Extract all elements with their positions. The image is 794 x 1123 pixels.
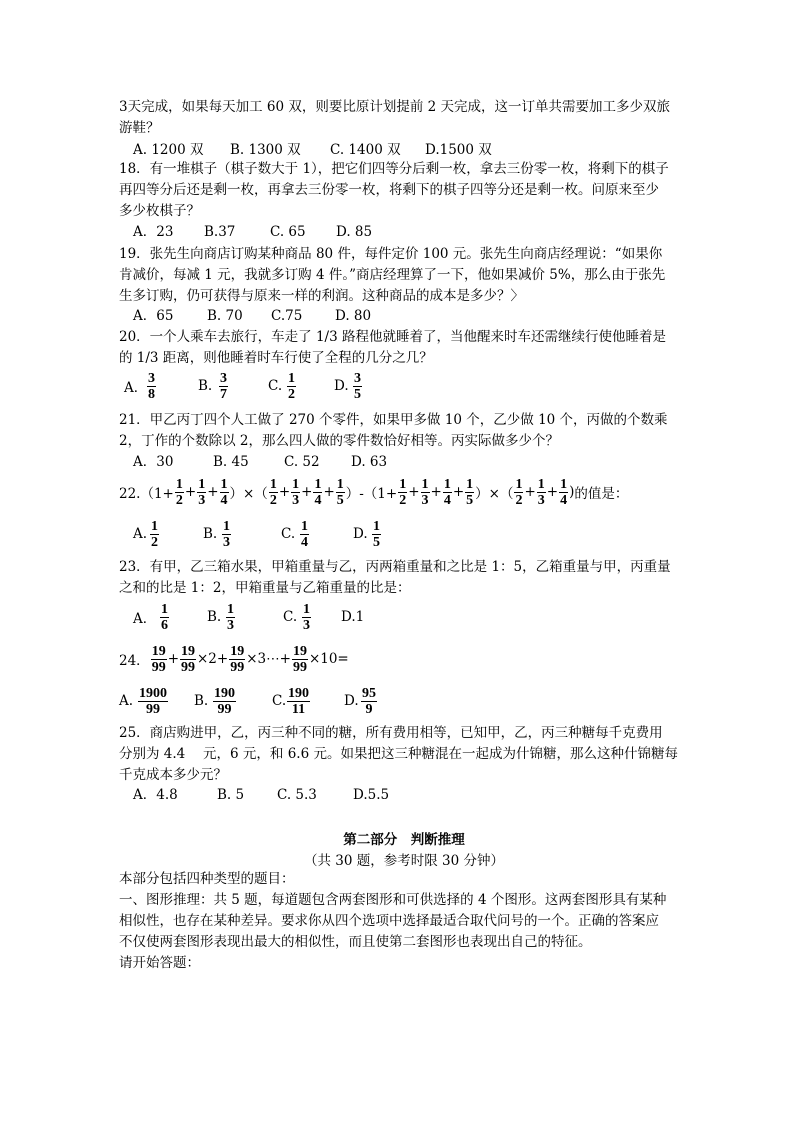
- denominator: 3: [292, 492, 300, 508]
- denominator: 3: [303, 617, 310, 633]
- q18-options: [133, 223, 372, 241]
- q18-option-c: C. 65: [270, 224, 306, 240]
- q22-label-b: B.: [203, 526, 218, 542]
- q25-option-d: D.5.5: [353, 787, 390, 803]
- plus-sign: +: [408, 484, 420, 500]
- numerator: 1: [161, 601, 168, 617]
- q17-option-a: A. 1200 双: [133, 142, 204, 158]
- q22-g3-frac-4: [465, 477, 474, 508]
- numerator: 1: [421, 476, 429, 492]
- numerator: 95: [362, 685, 376, 701]
- numerator: 1: [269, 476, 277, 492]
- denominator: 4: [560, 492, 568, 508]
- numerator: 1: [198, 476, 206, 492]
- q20-label-a: A．: [124, 380, 148, 396]
- q21-line1: 21．甲乙丙丁四个人工做了 270 个零件，如果甲多做 10 个，乙少做 10 个，丙做的个数乘: [119, 412, 668, 428]
- q23-option-c-fraction: [302, 602, 311, 633]
- q24-label-a: A.: [119, 693, 134, 709]
- numerator: 1: [314, 476, 322, 492]
- q24-times-3: ×3⋯+: [246, 651, 291, 667]
- q25-line1: 25．商店购进甲，乙，丙三种不同的糖，所有费用相等，已知甲，乙，丙三种糖每千克费用: [119, 725, 663, 741]
- q21-option-c: C. 52: [284, 454, 320, 470]
- q20-options: [124, 366, 363, 406]
- q20-label-c: C.: [268, 378, 283, 394]
- denominator: 2: [175, 492, 183, 508]
- q24-expression: [119, 639, 349, 679]
- q20-option-b-fraction: [219, 371, 228, 402]
- numerator: 3: [220, 370, 227, 386]
- numerator: 1: [303, 601, 310, 617]
- section-paragraph-line3: 不仅使两套图形表现出最大的相似性，而且使第二套图形也表现出自己的特征。: [119, 934, 592, 950]
- q22-close-times-open: ）×（: [229, 486, 268, 502]
- numerator: 1: [560, 476, 568, 492]
- plus-sign: +: [323, 484, 335, 500]
- plus-sign: +: [524, 484, 536, 500]
- numerator: 1: [537, 476, 545, 492]
- q22-g3-frac-1: [398, 477, 407, 508]
- q24-frac-1: [151, 644, 167, 675]
- numerator: 1: [288, 370, 295, 386]
- q25-line3: 千克成本多少元？: [119, 767, 227, 783]
- denominator: 4: [301, 534, 308, 550]
- q21-options: [133, 453, 387, 471]
- denominator: 4: [443, 492, 451, 508]
- denominator: 3: [227, 617, 234, 633]
- q22-label-c: C.: [281, 526, 296, 542]
- q20-option-d-fraction: [353, 371, 362, 402]
- q22-expression: [119, 472, 628, 512]
- q24-frac-2: [180, 644, 196, 675]
- q22-option-a-fraction: [150, 519, 159, 550]
- q23-label-a: A．: [133, 611, 157, 627]
- q25-options: [133, 786, 389, 804]
- denominator: 99: [217, 701, 232, 717]
- denominator: 2: [399, 492, 407, 508]
- numerator: 3: [354, 370, 361, 386]
- q22-options: [133, 514, 382, 554]
- denominator: 99: [292, 659, 307, 675]
- numerator: 1: [223, 518, 230, 534]
- q22-g2-frac-4: [336, 477, 345, 508]
- q25-option-a: A．4.8: [133, 787, 178, 803]
- q25-option-c: C. 5.3: [277, 787, 317, 803]
- q23-options: [133, 597, 364, 637]
- q17-option-d: D.1500 双: [425, 142, 492, 158]
- q17-option-b: B. 1300 双: [230, 142, 301, 158]
- q22-close-paren: ): [569, 484, 575, 500]
- q23-option-a-fraction: [160, 602, 169, 633]
- q24-label: 24．: [119, 653, 150, 669]
- q20-line1: 20．一个人乘车去旅行，车走了 1/3 路程他就睡着了，当他醒来时车还需继续行使他睡着是: [119, 329, 666, 345]
- q22-g4-frac-1: [514, 477, 523, 508]
- q25-option-b: B. 5: [217, 787, 245, 803]
- q24-option-c-fraction: [287, 686, 310, 717]
- q21-option-a: A．30: [133, 454, 174, 470]
- numerator: 1900: [139, 685, 167, 701]
- q22-g2-frac-1: [269, 477, 278, 508]
- q20-option-a-fraction: [147, 371, 156, 402]
- numerator: 190: [214, 685, 235, 701]
- denominator: 99: [230, 659, 245, 675]
- numerator: 1: [151, 518, 158, 534]
- q22-label-a: A.: [133, 526, 148, 542]
- q18-line3: 多少枚棋子？: [119, 203, 200, 219]
- denominator: 3: [537, 492, 545, 508]
- q17-line2: 游鞋？: [119, 120, 160, 136]
- q19-line1: 19．张先生向商店订购某种商品 80 件，每件定价 100 元。张先生向商店经理说：“如果你: [119, 246, 663, 262]
- numerator: 1: [292, 476, 300, 492]
- q23-label-b: B.: [207, 609, 222, 625]
- section-subtitle: （共 30 题，参考时限 30 分钟）: [303, 853, 505, 869]
- q25-line2: 分别为 4.4 元，6 元，和 6.6 元。如果把这三种糖混在一起成为什锦糖，那么这种什锦糖每: [119, 746, 678, 762]
- denominator: 8: [148, 386, 155, 402]
- q24-option-b-fraction: [213, 686, 236, 717]
- q21-option-d: D. 63: [351, 454, 388, 470]
- plus-sign: +: [430, 484, 442, 500]
- q20-label-b: B.: [198, 378, 213, 394]
- q22-prefix: 22.（1+: [119, 486, 174, 502]
- q18-line2: 再四等分后还是剩一枚，再拿去三份零一枚，将剩下的棋子四等分还是剩一枚。问原来至少: [119, 182, 659, 198]
- numerator: 1: [515, 476, 523, 492]
- q19-option-b: B. 70: [207, 308, 243, 324]
- q20-option-c-fraction: [287, 371, 296, 402]
- q22-g1-frac-1: [175, 477, 184, 508]
- q19-line3: 生多订购，仍可获得与原来一样的利润。这种商品的成本是多少？〉: [119, 288, 524, 304]
- denominator: 2: [151, 534, 158, 550]
- q22-g2-frac-2: [291, 477, 300, 508]
- q21-line2: 2，丁作的个数除以 2，那么四人做的零件数恰好相等。丙实际做多少个？: [119, 433, 559, 449]
- q22-option-d-fraction: [372, 519, 381, 550]
- q20-line2: 的 1/3 距离，则他睡着时车行使了全程的几分之几？: [119, 350, 433, 366]
- numerator: 1: [443, 476, 451, 492]
- q23-line1: 23．有甲，乙三箱水果，甲箱重量与乙，丙两箱重量和之比是 1：5，乙箱重量与甲，丙重量: [119, 559, 671, 575]
- q18-option-d: D. 85: [336, 224, 373, 240]
- q22-tail: 的值是：: [574, 486, 629, 502]
- section-intro: 本部分包括四种类型的题目：: [119, 871, 295, 887]
- q18-option-a: A．23: [133, 224, 174, 240]
- plus-sign: +: [207, 484, 219, 500]
- q23-option-b-fraction: [226, 602, 235, 633]
- q19-option-c: C.75: [271, 308, 303, 324]
- denominator: 99: [146, 701, 160, 717]
- plus-sign: +: [546, 484, 559, 500]
- q19-option-a: A．65: [133, 308, 174, 324]
- q24-frac-3: [229, 644, 245, 675]
- q24-label-d: D.: [344, 693, 359, 709]
- numerator: 1: [301, 518, 308, 534]
- q22-option-c-fraction: [300, 519, 309, 550]
- q22-label-d: D.: [353, 526, 368, 542]
- denominator: 3: [198, 492, 206, 508]
- plus-sign: +: [278, 484, 291, 500]
- q24-frac-4: [292, 644, 308, 675]
- denominator: 5: [354, 386, 361, 402]
- numerator: 190: [288, 685, 309, 701]
- q24-options: [119, 681, 378, 721]
- q19-option-d: D. 80: [335, 308, 372, 324]
- q19-line2: 肯减价，每减 1 元，我就多订购 4 件。”商店经理算了一下，他如果减价 5%，那么由于张先: [119, 267, 666, 283]
- numerator: 19: [181, 643, 195, 659]
- q24-label-c: C.: [272, 693, 287, 709]
- denominator: 5: [466, 492, 474, 508]
- numerator: 1: [399, 476, 407, 492]
- denominator: 5: [336, 492, 344, 508]
- denominator: 99: [151, 659, 166, 675]
- denominator: 9: [365, 701, 373, 717]
- numerator: 1: [336, 476, 344, 492]
- plus-sign: +: [301, 484, 313, 500]
- denominator: 2: [269, 492, 277, 508]
- denominator: 4: [314, 492, 322, 508]
- denominator: 99: [181, 659, 195, 675]
- q24-option-a-fraction: [138, 686, 168, 717]
- q20-label-d: D.: [334, 378, 349, 394]
- denominator: 3: [421, 492, 429, 508]
- q18-option-b: B.37: [204, 224, 236, 240]
- q22-g3-frac-2: [421, 477, 430, 508]
- plus-sign: +: [167, 651, 179, 667]
- q17-option-c: C. 1400 双: [330, 142, 401, 158]
- section-paragraph-line2: 相似性，也存在某种差异。要求你从四个选项中选择最适合取代问号的一个。正确的答案应: [119, 913, 659, 929]
- denominator: 7: [220, 386, 227, 402]
- q21-option-b: B. 45: [213, 454, 249, 470]
- denominator: 11: [291, 701, 306, 717]
- q17-options: [133, 141, 492, 159]
- q24-label-b: B.: [194, 693, 209, 709]
- q18-line1: 18．有一堆棋子（棋子数大于 1），把它们四等分后剩一枚，拿去三份零一枚，将剩下的棋子: [119, 161, 669, 177]
- numerator: 1: [466, 476, 474, 492]
- numerator: 3: [148, 370, 155, 386]
- q19-options: [133, 307, 371, 325]
- q22-g4-frac-3: [559, 477, 568, 508]
- q22-option-b-fraction: [222, 519, 231, 550]
- q22-g1-frac-3: [220, 477, 229, 508]
- plus-sign: +: [452, 484, 465, 500]
- section-paragraph-line1: 一、图形推理：共 5 题，每道题包含两套图形和可供选择的 4 个图形。这两套图形具有某种: [119, 892, 667, 908]
- q17-line1: 3天完成，如果每天加工 60 双，则要比原计划提前 2 天完成，这一订单共需要加工多少双旅: [119, 99, 671, 115]
- plus-sign: +: [184, 484, 197, 500]
- q24-times-2: ×2+: [197, 651, 229, 667]
- q24-times-10: ×10=: [308, 651, 349, 667]
- q23-option-d: D.1: [341, 609, 365, 625]
- numerator: 19: [151, 643, 166, 659]
- denominator: 4: [220, 492, 228, 508]
- numerator: 1: [373, 518, 380, 534]
- denominator: 5: [373, 534, 380, 550]
- numerator: 1: [220, 476, 228, 492]
- numerator: 19: [230, 643, 245, 659]
- numerator: 19: [292, 643, 307, 659]
- start-instruction: 请开始答题：: [119, 955, 200, 971]
- q24-option-d-fraction: [361, 686, 377, 717]
- denominator: 6: [161, 617, 168, 633]
- q22-close-times-open: ）×（: [475, 486, 514, 502]
- denominator: 2: [288, 386, 295, 402]
- q22-g2-frac-3: [313, 477, 322, 508]
- numerator: 1: [175, 476, 183, 492]
- q22-g4-frac-2: [537, 477, 546, 508]
- q23-line2: 之和的比是 1：2，甲箱重量与乙箱重量的比是：: [119, 580, 411, 596]
- denominator: 2: [515, 492, 523, 508]
- numerator: 1: [227, 601, 234, 617]
- q22-close-minus-open: ）-（1+: [345, 486, 398, 502]
- q22-g1-frac-2: [197, 477, 206, 508]
- section-title: 第二部分 判断推理: [343, 832, 465, 848]
- q23-label-c: C.: [283, 609, 298, 625]
- q22-g3-frac-3: [443, 477, 452, 508]
- denominator: 3: [223, 534, 230, 550]
